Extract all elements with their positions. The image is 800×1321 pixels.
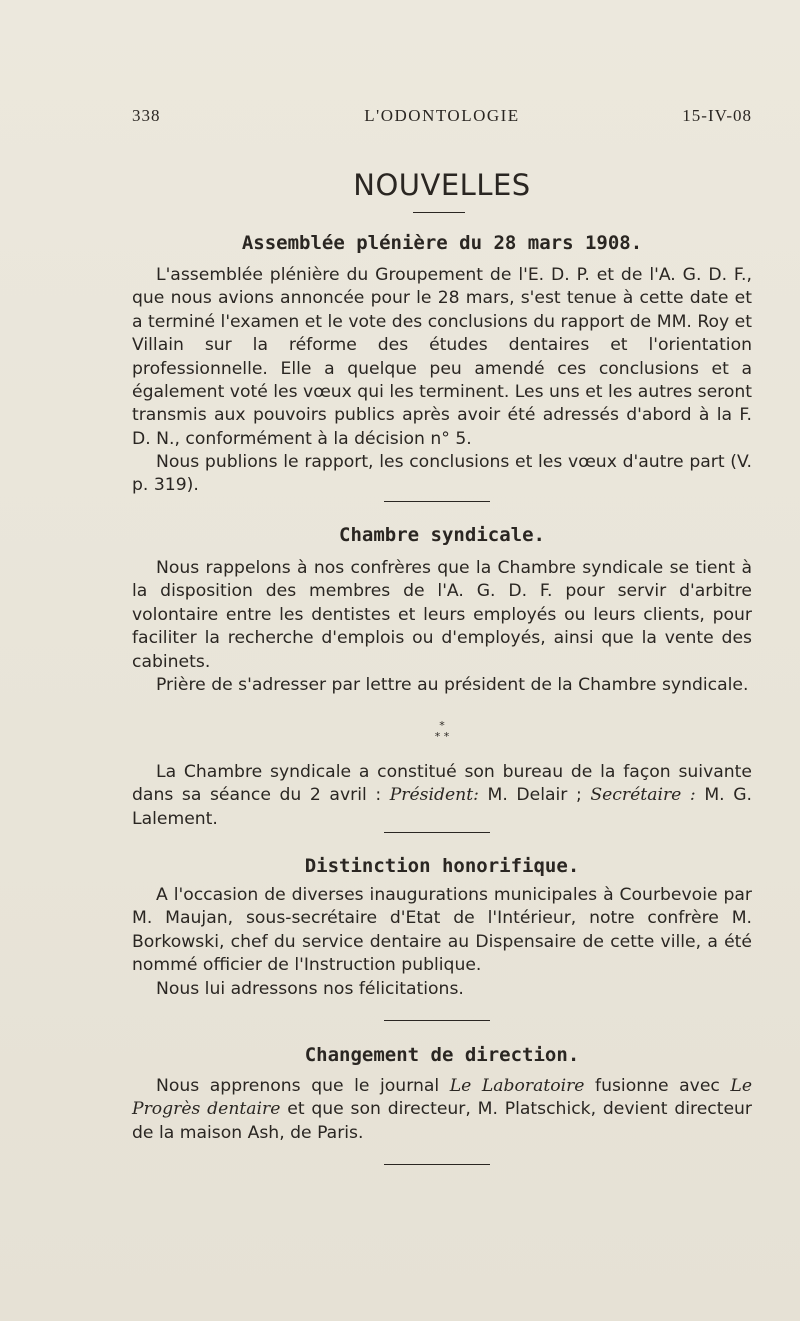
journal-name-progres: Le Progrès dentaire <box>132 1076 752 1120</box>
paragraph-chambre-bureau <box>132 761 752 831</box>
paragraph-distinction-1: A l'occasion de diverses inaugurations municipales à Courbevoie par M. Maujan, sous-secrétaire d'Etat de l'Intérieur, notre confrère M. Borkowski, chef du service dentaire au Dispensaire de cette ville, a été nommé officier de l'Instruction publique. <box>132 885 752 976</box>
role-president: Président: <box>389 785 479 806</box>
section-title-chambre: Chambre syndicale. <box>339 524 545 546</box>
paragraph-assemblee-1: L'assemblée plénière du Groupement de l'E. D. P. et de l'A. G. D. F., que nous avions annoncée pour le 28 mars, s'est tenue à cette date et a terminé l'examen et le vote des conclusions du rapport de MM. Roy et Villain sur la réforme des études dentaires et l'orientation professionnelle. Elle a quelque peu amendé ces conclusions et a également voté les vœux qui les terminent. Les uns et les autres seront transmis aux pouvoirs publics après avoir été adressés d'abord à la F. D. N., conformément à la décision n° 5. <box>132 265 752 449</box>
section-title-distinction: Distinction honorifique. <box>304 855 580 877</box>
direction-text-1: Nous apprenons que le journal <box>156 1076 450 1096</box>
direction-text-3: et que son directeur, M. Platschick, devient directeur de la maison Ash, de Paris. <box>132 1099 752 1143</box>
paragraph-distinction-2: Nous lui adressons nos félicitations. <box>156 979 464 999</box>
name-secretaire: M. G. Lalement. <box>132 785 752 829</box>
divider-rule <box>384 1020 490 1021</box>
role-secretaire: Secrétaire : <box>590 785 696 806</box>
asterism-bottom: * * <box>434 730 450 743</box>
running-header <box>132 106 752 130</box>
divider-rule <box>384 501 490 502</box>
name-president: M. Delair ; <box>478 785 591 806</box>
asterism <box>132 720 752 742</box>
paragraph-chambre-2: Prière de s'adresser par lettre au président de la Chambre syndicale. <box>156 675 749 695</box>
paragraph-direction <box>132 1075 752 1145</box>
asterism-top: * <box>439 719 445 732</box>
divider-rule <box>384 1164 490 1165</box>
journal-title: L'ODONTOLOGIE <box>364 106 520 125</box>
paragraph-chambre-1: Nous rappelons à nos confrères que la Chambre syndicale se tient à la disposition des membres de l'A. G. D. F. pour servir d'arbitre volontaire entre les dentistes et leurs employés ou leurs clients, pour faciliter la recherche d'emplois ou d'employés, ainsi que la vente des cabinets. <box>132 558 752 672</box>
bureau-text: La Chambre syndicale a constitué son bureau de la façon suivante dans sa séance du 2 avril : <box>132 762 752 806</box>
paragraph-assemblee-2: Nous publions le rapport, les conclusions et les vœux d'autre part (V. p. 319). <box>132 452 752 496</box>
page-number: 338 <box>132 106 161 125</box>
issue-date: 15-IV-08 <box>682 106 752 125</box>
divider-rule <box>384 832 490 833</box>
section-title-direction: Changement de direction. <box>304 1044 580 1066</box>
journal-name-laboratoire: Le Laboratoire <box>449 1076 585 1096</box>
section-title-assemblee: Assemblée plénière du 28 mars 1908. <box>241 232 643 254</box>
divider-rule <box>413 212 465 213</box>
page-title: NOUVELLES <box>353 168 531 202</box>
direction-text-2: fusionne avec <box>584 1076 731 1096</box>
